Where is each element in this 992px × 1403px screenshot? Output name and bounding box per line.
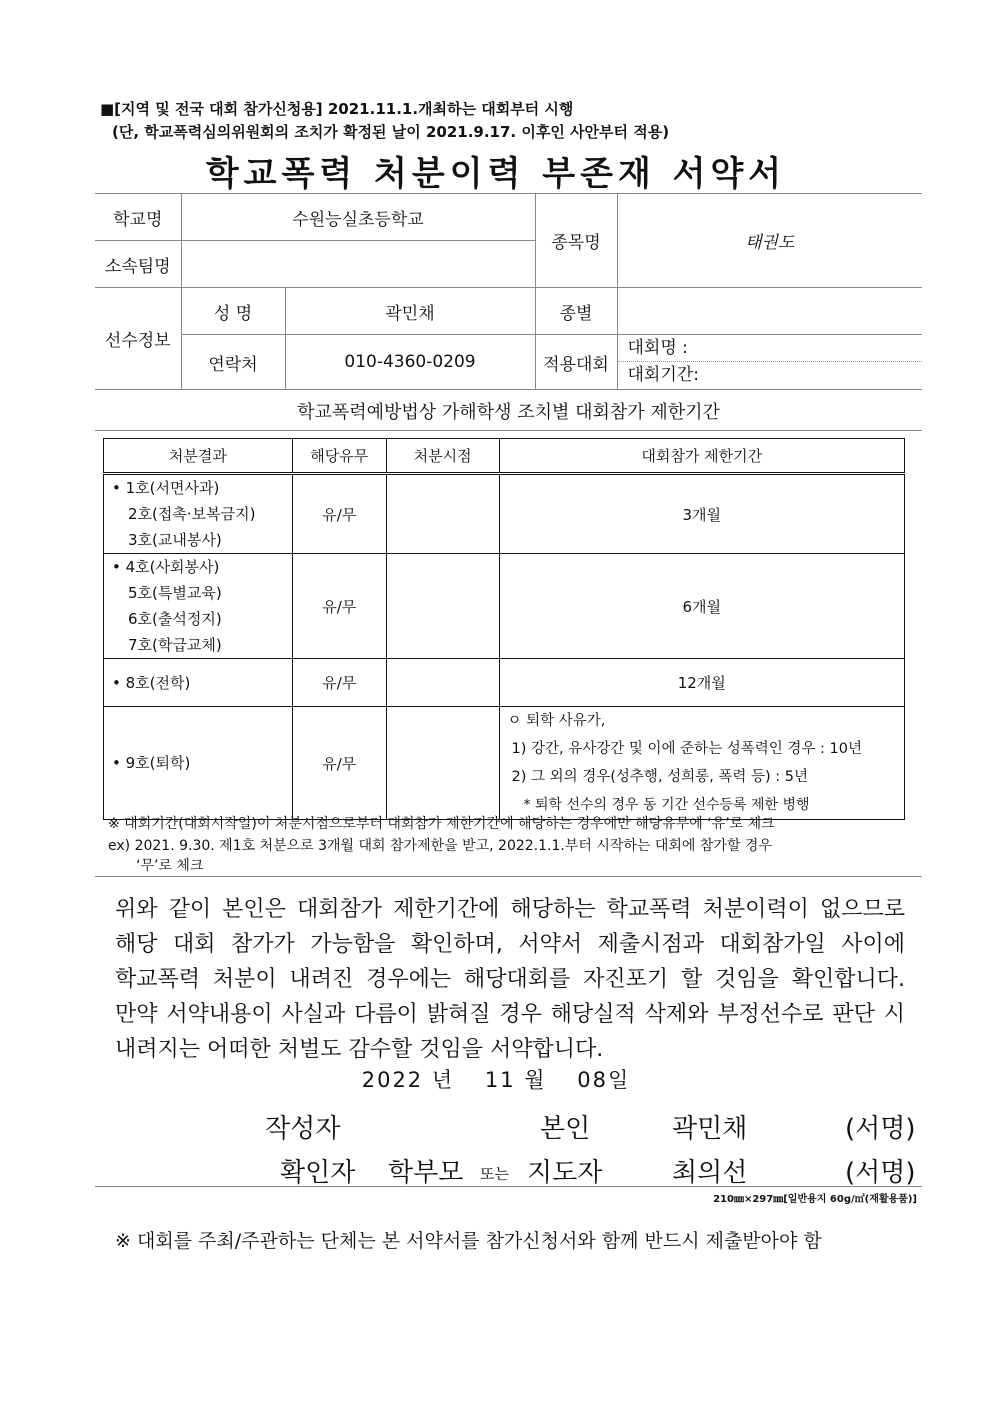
or-word: 또는 <box>480 1165 509 1183</box>
confirmer-label: 확인자 <box>280 1158 356 1188</box>
measure-cell: • 9호(퇴학) <box>104 707 293 820</box>
contact-value: 010-4360-0209 <box>285 335 535 390</box>
applicable-value[interactable]: 유/무 <box>292 707 386 820</box>
applicable-value[interactable]: 유/무 <box>292 474 386 554</box>
pledge-text: 위와 같이 본인은 대회참가 제한기간에 해당하는 학교폭력 처분이력이 없으므로 해당 대회 참가가 가능함을 확인하며, 서약서 제출시점과 대회참가일 사이에 학교폭력 처분이 내려진 경우에는 해당대회를 자진포기 할 것임을 확인합니다. 만약 서약내용이 사실과 다름이 밝혀질 경우 해당실적 삭제와 부정선수로 판단 시 내려지는 어떠한 처벌도 감수할 것임을 서약합니다. <box>115 897 905 1062</box>
measure-cell: • 8호(전학) <box>104 659 293 707</box>
name-value: 곽민채 <box>285 288 535 335</box>
note-line-3: ‘무’로 체크 <box>136 858 204 874</box>
measure-line: • 4호(사회봉사) <box>112 558 220 576</box>
expulsion-rules <box>499 707 904 820</box>
header-time: 처분시점 <box>386 439 499 474</box>
table-row <box>104 554 905 659</box>
measure-line: 5호(특별교육) <box>128 584 222 602</box>
name-label: 성 명 <box>181 288 285 335</box>
writer-sign[interactable]: (서명) <box>845 1114 916 1144</box>
note-line-2: ex) 2021. 9.30. 제1호 처분으로 3개월 대회 참가제한을 받고, 2022.1.1.부터 시작하는 대회에 참가할 경우 <box>108 838 772 854</box>
competition-name-label: 대회명 : <box>618 335 923 362</box>
time-value[interactable] <box>386 707 499 820</box>
divider <box>95 876 922 877</box>
day-unit: 일 <box>607 1068 631 1092</box>
divider <box>95 1186 922 1187</box>
confirmer-name[interactable]: 최의선 <box>672 1158 748 1188</box>
final-note: ※ 대회를 주최/주관하는 단체는 본 서약서를 참가신청서와 함께 반드시 제출받아야 함 <box>115 1230 822 1252</box>
competition-cell <box>617 335 922 390</box>
school-label: 학교명 <box>95 194 181 241</box>
sport-label: 종목명 <box>535 194 617 288</box>
note-line-1: ※ 대회기간(대회시작일)이 처분시점으로부터 대회참가 제한기간에 해당하는 경우에만 해당유무에 ‘유’로 체크 <box>108 816 775 832</box>
rule-line: 1) 강간, 유사강간 및 이에 준하는 성폭력인 경우 : 10년 <box>511 741 862 757</box>
info-table <box>95 193 922 390</box>
applicable-value[interactable]: 유/무 <box>292 554 386 659</box>
notice-line-2: (단, 학교폭력심의위원회의 조치가 확정된 날이 2021.9.17. 이후인 사안부터 적용) <box>112 123 670 141</box>
measure-line: 3호(교내봉사) <box>128 531 222 549</box>
applied-competition-label: 적용대회 <box>535 335 617 390</box>
school-value: 수원능실초등학교 <box>181 194 535 241</box>
table-row <box>104 474 905 554</box>
limits-table <box>103 438 905 820</box>
year-unit: 년 <box>431 1068 455 1092</box>
confirmer-role-parent: 학부모 <box>388 1158 464 1188</box>
month-unit: 월 <box>524 1068 547 1092</box>
sport-value: 태권도 <box>617 194 922 288</box>
time-value[interactable] <box>386 474 499 554</box>
time-value[interactable] <box>386 554 499 659</box>
team-value <box>181 241 535 288</box>
time-value[interactable] <box>386 659 499 707</box>
measure-line: • 1호(서면사과) <box>112 479 220 497</box>
header-period: 대회참가 제한기간 <box>499 439 904 474</box>
team-label: 소속팀명 <box>95 241 181 288</box>
writer-role: 본인 <box>540 1114 591 1144</box>
header-result: 처분결과 <box>104 439 293 474</box>
document-title: 학교폭력 처분이력 부존재 서약서 <box>205 154 787 194</box>
category-value <box>617 288 922 335</box>
limits-subtitle: 학교폭력예방법상 가해학생 조치별 대회참가 제한기간 <box>297 402 720 423</box>
confirmer-role-coach: 지도자 <box>527 1158 603 1188</box>
writer-label: 작성자 <box>265 1114 341 1144</box>
confirmer-sign[interactable]: (서명) <box>845 1158 916 1188</box>
table-row <box>104 707 905 820</box>
rule-line: * 퇴학 선수의 경우 동 기간 선수등록 제한 병행 <box>523 797 810 813</box>
notice-line-1: ■[지역 및 전국 대회 참가신청용] 2021.11.1.개최하는 대회부터 시행 <box>100 100 574 118</box>
header-applicable: 해당유무 <box>292 439 386 474</box>
applicable-value[interactable]: 유/무 <box>292 659 386 707</box>
year-value: 2022 <box>361 1068 424 1092</box>
day-value: 08 <box>577 1068 608 1092</box>
writer-name[interactable]: 곽민채 <box>672 1114 748 1144</box>
measure-line: 2호(접촉·보복금지) <box>128 505 256 523</box>
contact-label: 연락처 <box>181 335 285 390</box>
competition-period-label: 대회기간: <box>627 365 699 385</box>
rule-line: ㅇ 퇴학 사유가, <box>507 713 606 729</box>
divider <box>95 430 922 431</box>
measure-line: 6호(출석정지) <box>128 610 222 628</box>
player-info-label: 선수정보 <box>95 288 181 390</box>
measure-cell <box>104 554 293 659</box>
period-value: 12개월 <box>499 659 904 707</box>
table-row <box>104 659 905 707</box>
measure-cell <box>104 474 293 554</box>
pledge-date <box>0 1064 992 1094</box>
period-value: 6개월 <box>499 554 904 659</box>
category-label: 종별 <box>535 288 617 335</box>
measure-line: 7호(학급교체) <box>128 636 222 654</box>
month-value: 11 <box>484 1068 516 1092</box>
period-value: 3개월 <box>499 474 904 554</box>
paper-spec: 210㎜×297㎜[일반용지 60g/㎡(재활용품)] <box>713 1194 917 1205</box>
rule-line: 2) 그 외의 경우(성추행, 성희롱, 폭력 등) : 5년 <box>511 769 809 785</box>
